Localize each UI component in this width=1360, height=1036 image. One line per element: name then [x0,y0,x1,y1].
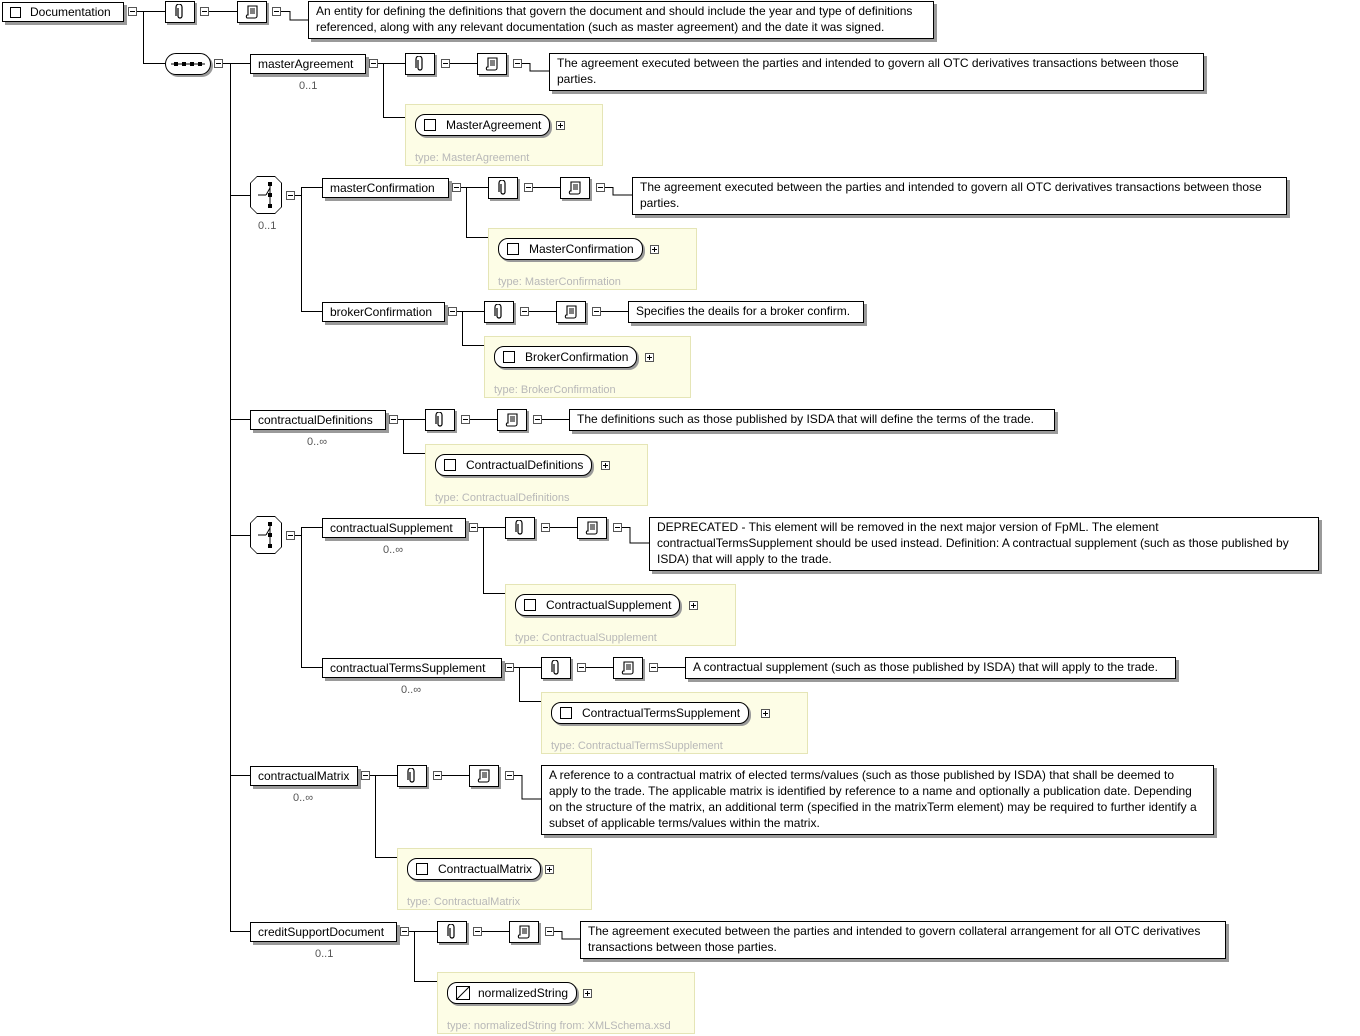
paperclip-icon [415,56,425,72]
annotation-box[interactable] [397,765,427,787]
element-label: masterAgreement [258,57,354,71]
collapse-toggle[interactable] [505,771,514,780]
scroll-icon [516,924,532,940]
choice-compositor[interactable] [250,516,282,554]
type-name: ContractualTermsSupplement [582,706,741,720]
documentation-box[interactable] [613,657,643,679]
expand-toggle[interactable] [650,245,659,254]
documentation-box[interactable] [556,301,586,323]
complex-type-icon [503,351,515,363]
paperclip-icon [515,520,525,536]
documentation-text: The agreement executed between the parties and intended to govern all OTC derivatives transactions between those parties. [549,53,1204,91]
annotation-box[interactable] [405,53,435,75]
annotation-box[interactable] [425,409,455,431]
element-credit-support-document[interactable] [250,922,397,942]
element-broker-confirmation[interactable] [322,302,445,322]
collapse-toggle[interactable] [505,663,514,672]
scroll-icon [584,520,600,536]
paperclip-icon [498,180,508,196]
element-label: contractualSupplement [330,521,453,535]
scroll-icon [244,4,260,20]
cardinality-label: 0..1 [258,220,277,232]
type-label: type: BrokerConfirmation [494,384,616,396]
collapse-toggle[interactable] [577,663,586,672]
type-master-confirmation[interactable] [498,238,643,260]
documentation-box[interactable] [560,177,590,199]
cardinality-label: 0..1 [299,80,318,92]
paperclip-icon [175,4,185,20]
documentation-text: Specifies the deails for a broker confirm. [628,301,864,323]
documentation-text: DEPRECATED - This element will be removed in the next major version of FpML. The element contractualTermsSupplement should be used instead. Definition: A contractual supplement (such as those published by ISDA) that will apply to the trade. [649,517,1319,571]
cardinality-label: 0..∞ [401,684,422,696]
type-name: normalizedString [478,986,569,1000]
element-contractual-terms-supplement[interactable] [322,658,502,678]
collapse-toggle[interactable] [286,191,295,200]
collapse-toggle[interactable] [545,927,554,936]
type-name: BrokerConfirmation [525,350,629,364]
complex-type-icon [507,243,519,255]
type-label: type: ContractualMatrix [407,896,521,908]
cardinality-label: 0..1 [315,948,334,960]
collapse-toggle[interactable] [128,7,137,16]
paperclip-icon [435,412,445,428]
complex-type-icon [524,599,536,611]
element-master-confirmation[interactable] [322,178,449,198]
collapse-toggle[interactable] [389,415,398,424]
choice-compositor[interactable] [250,176,282,214]
annotation-box[interactable] [484,301,514,323]
root-element-documentation[interactable] [2,2,124,22]
element-label: contractualTermsSupplement [330,661,486,675]
root-documentation-text: An entity for defining the definitions that govern the document and should include the year and type of definitions referenced, along with any relevant documentation (such as master agreement) and the date it was signed. [308,1,934,39]
collapse-toggle[interactable] [533,415,542,424]
collapse-toggle[interactable] [649,663,658,672]
annotation-box[interactable] [488,177,518,199]
root-element-label: Documentation [30,5,111,19]
collapse-toggle[interactable] [473,927,482,936]
documentation-box[interactable] [477,53,507,75]
type-contractual-terms-supplement[interactable] [551,702,749,724]
collapse-toggle[interactable] [469,523,478,532]
annotation-box[interactable] [505,517,535,539]
element-label: creditSupportDocument [258,925,385,939]
cardinality-label: 0..∞ [293,792,314,804]
type-name: MasterConfirmation [529,242,634,256]
documentation-box[interactable] [469,765,499,787]
paperclip-icon [407,768,417,784]
scroll-icon [504,412,520,428]
element-contractual-matrix[interactable] [250,766,358,786]
paperclip-icon [494,304,504,320]
type-name: ContractualSupplement [546,598,672,612]
collapse-toggle[interactable] [272,7,281,16]
collapse-toggle[interactable] [592,307,601,316]
type-master-agreement[interactable] [415,114,550,136]
scroll-icon [484,56,500,72]
type-normalized-string[interactable] [447,982,577,1004]
type-name: ContractualDefinitions [466,458,584,472]
documentation-box[interactable] [509,921,539,943]
collapse-toggle[interactable] [596,183,605,192]
collapse-toggle[interactable] [513,59,522,68]
expand-toggle[interactable] [601,461,610,470]
scroll-icon [563,304,579,320]
choice-icon [256,180,276,210]
element-label: brokerConfirmation [330,305,433,319]
paperclip-icon [551,660,561,676]
complex-type-icon [560,707,572,719]
scroll-icon [620,660,636,676]
element-contractual-definitions[interactable] [250,410,386,430]
documentation-box[interactable] [497,409,527,431]
choice-icon [256,520,276,550]
expand-toggle[interactable] [761,709,770,718]
sequence-compositor[interactable] [165,53,211,75]
cardinality-label: 0..∞ [383,544,404,556]
type-label: type: ContractualTermsSupplement [551,740,723,752]
collapse-toggle[interactable] [452,183,461,192]
element-contractual-supplement[interactable] [322,518,466,538]
type-name: MasterAgreement [446,118,542,132]
type-contractual-supplement[interactable] [515,594,680,616]
paperclip-icon [447,924,457,940]
expand-toggle[interactable] [545,865,554,874]
element-label: contractualDefinitions [258,413,373,427]
scroll-icon [567,180,583,196]
complex-type-icon [416,863,428,875]
element-master-agreement[interactable] [250,54,366,74]
type-name: ContractualMatrix [438,862,533,876]
documentation-box[interactable] [237,1,267,23]
collapse-toggle[interactable] [369,59,378,68]
type-label: type: normalizedString from: XMLSchema.xsd [447,1020,671,1032]
collapse-toggle[interactable] [214,59,223,68]
element-label: contractualMatrix [258,769,350,783]
annotation-box[interactable] [541,657,571,679]
documentation-box[interactable] [577,517,607,539]
simple-type-icon [456,986,470,1000]
type-broker-confirmation[interactable] [494,346,637,368]
collapse-toggle[interactable] [461,415,470,424]
complex-type-icon [424,119,436,131]
expand-toggle[interactable] [583,989,592,998]
documentation-text: The definitions such as those published by ISDA that will define the terms of the trade. [569,409,1055,431]
collapse-toggle[interactable] [524,183,533,192]
collapse-toggle[interactable] [361,771,370,780]
annotation-box[interactable] [437,921,467,943]
scroll-icon [476,768,492,784]
documentation-text: A contractual supplement (such as those published by ISDA) that will apply to the trade. [685,657,1176,679]
collapse-toggle[interactable] [441,59,450,68]
documentation-text: The agreement executed between the parties and intended to govern all OTC derivatives transactions between those parties. [632,177,1287,215]
collapse-toggle[interactable] [613,523,622,532]
expand-toggle[interactable] [689,601,698,610]
expand-toggle[interactable] [645,353,654,362]
type-label: type: MasterAgreement [415,152,530,164]
element-label: masterConfirmation [330,181,435,195]
documentation-text: A reference to a contractual matrix of elected terms/values (such as those published by ISDA) that shall be deemed to apply to the trade. The applicable matrix is identified by reference to a name and optionally a publication date. Depending on the structure of the matrix, an additional term (specified in the matrixTerm element) may be required to further identify a subset of applicable terms/values within the matrix. [541,765,1214,835]
collapse-toggle[interactable] [541,523,550,532]
documentation-text: The agreement executed between the parties and intended to govern collateral arrangement for all OTC derivatives transactions between those parties. [580,921,1226,959]
collapse-toggle[interactable] [448,307,457,316]
type-contractual-definitions[interactable] [435,454,592,476]
collapse-toggle[interactable] [433,771,442,780]
cardinality-label: 0..∞ [307,436,328,448]
sequence-icon [171,60,205,68]
type-contractual-matrix[interactable] [407,858,541,880]
collapse-toggle[interactable] [520,307,529,316]
collapse-toggle[interactable] [286,531,295,540]
collapse-toggle[interactable] [400,927,409,936]
type-label: type: ContractualSupplement [515,632,657,644]
collapse-toggle[interactable] [200,7,209,16]
expand-toggle[interactable] [556,121,565,130]
annotation-box[interactable] [165,1,195,23]
complex-type-icon [444,459,456,471]
element-icon [10,7,21,18]
type-label: type: ContractualDefinitions [435,492,570,504]
type-label: type: MasterConfirmation [498,276,621,288]
